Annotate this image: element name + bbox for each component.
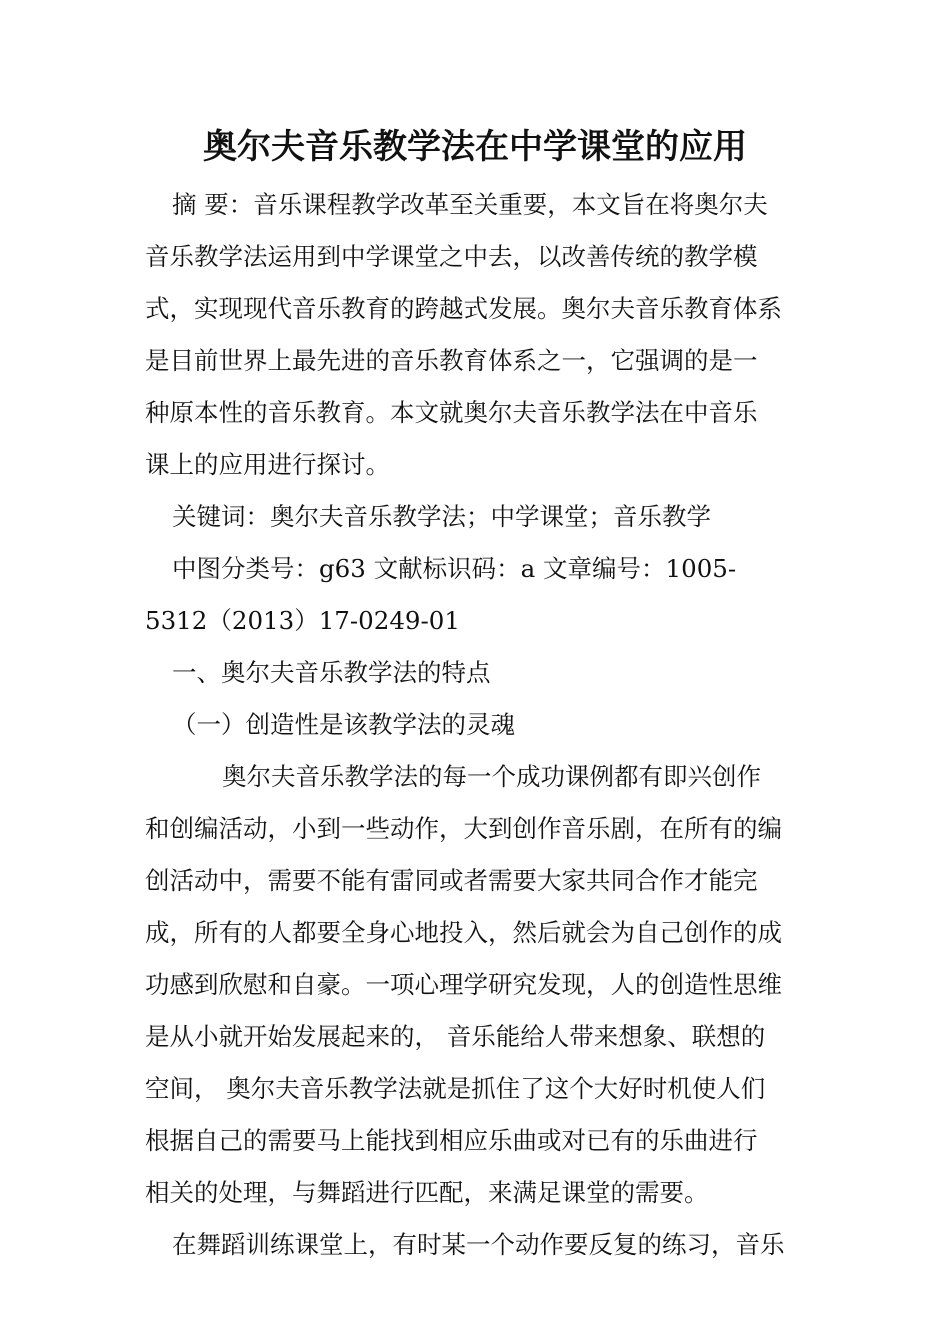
document-title: 奥尔夫音乐教学法在中学课堂的应用 bbox=[203, 127, 747, 167]
keywords-line: 关键词：奥尔夫音乐教学法；中学课堂；音乐教学 bbox=[172, 502, 711, 531]
body-line-2: 和创编活动，小到一些动作，大到创作音乐剧，在所有的编 bbox=[145, 814, 782, 843]
abstract-line-6: 课上的应用进行探讨。 bbox=[145, 450, 390, 479]
body-line-10: 在舞蹈训练课堂上，有时某一个动作要反复的练习，音乐 bbox=[172, 1230, 785, 1259]
body-line-8: 根据自己的需要马上能找到相应乐曲或对已有的乐曲进行 bbox=[145, 1126, 758, 1155]
body-line-4: 成，所有的人都要全身心地投入，然后就会为自己创作的成 bbox=[145, 918, 782, 947]
body-line-6: 是从小就开始发展起来的， 音乐能给人带来想象、联想的 bbox=[145, 1022, 766, 1051]
classification-line-1: 中图分类号：g63 文献标识码：a 文章编号：1005- bbox=[172, 554, 737, 583]
body-line-7: 空间， 奥尔夫音乐教学法就是抓住了这个大好时机使人们 bbox=[145, 1074, 766, 1103]
body-line-1: 奥尔夫音乐教学法的每一个成功课例都有即兴创作 bbox=[222, 762, 761, 791]
body-line-5: 功感到欣慰和自豪。一项心理学研究发现，人的创造性思维 bbox=[145, 970, 782, 999]
abstract-line-5: 种原本性的音乐教育。本文就奥尔夫音乐教学法在中音乐 bbox=[145, 398, 758, 427]
classification-line-2: 5312（2013）17-0249-01 bbox=[145, 606, 460, 635]
abstract-line-3: 式，实现现代音乐教育的跨越式发展。奥尔夫音乐教育体系 bbox=[145, 294, 782, 323]
subsection-heading: （一）创造性是该教学法的灵魂 bbox=[172, 710, 515, 739]
body-line-3: 创活动中，需要不能有雷同或者需要大家共同合作才能完 bbox=[145, 866, 758, 895]
body-line-9: 相关的处理，与舞蹈进行匹配，来满足课堂的需要。 bbox=[145, 1178, 709, 1207]
abstract-line-4: 是目前世界上最先进的音乐教育体系之一，它强调的是一 bbox=[145, 346, 758, 375]
abstract-line-2: 音乐教学法运用到中学课堂之中去，以改善传统的教学模 bbox=[145, 242, 758, 271]
abstract-line-1: 摘 要：音乐课程教学改革至关重要，本文旨在将奥尔夫 bbox=[172, 190, 768, 219]
section-heading: 一、奥尔夫音乐教学法的特点 bbox=[172, 658, 491, 687]
